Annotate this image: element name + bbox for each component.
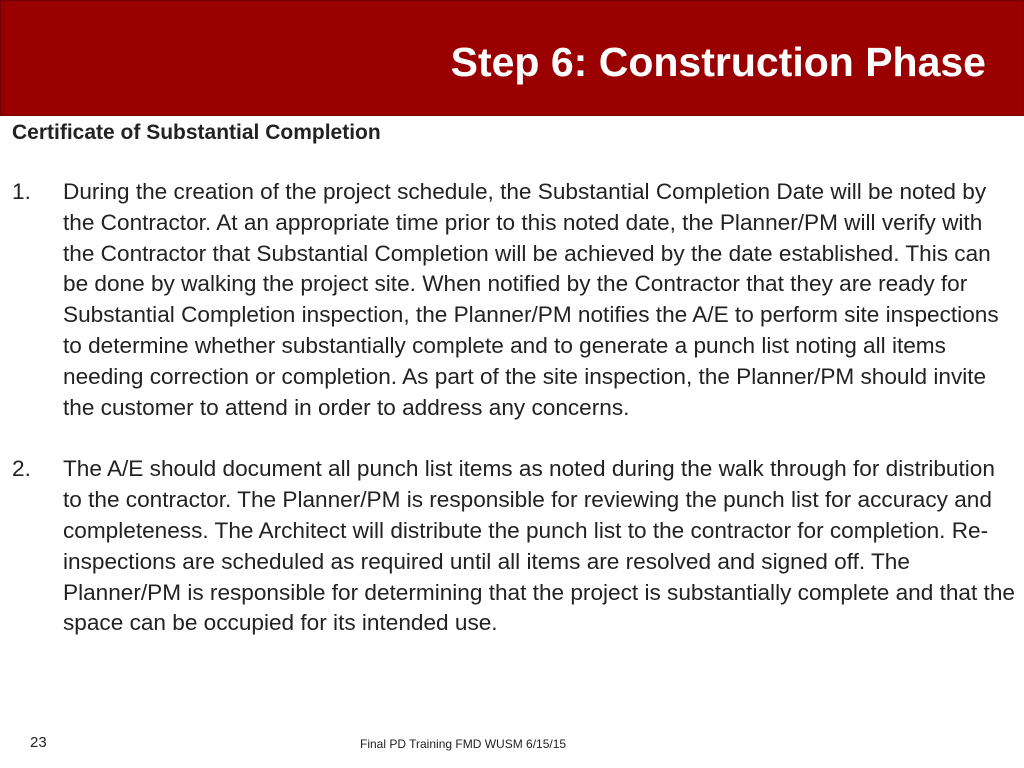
- section-heading: Certificate of Substantial Completion: [12, 121, 381, 144]
- numbered-list: [12, 177, 1018, 639]
- list-item-text: During the creation of the project schedule, the Substantial Completion Date will be noted by the Contractor. At an appropriate time prior to this noted date, the Planner/PM will verify with the Contractor that Substantial Completion will be achieved by the date established. This can be done by walking the project site. When notified by the Contractor that they are ready for Substantial Completion inspection, the Planner/PM notifies the A/E to perform site inspections to determine whether substantially complete and to generate a punch list noting all items needing correction or completion. As part of the site inspection, the Planner/PM should invite the customer to attend in order to address any concerns.: [63, 179, 999, 420]
- footer-caption: Final PD Training FMD WUSM 6/15/15: [360, 737, 567, 751]
- list-item-text: The A/E should document all punch list items as noted during the walk through for distribution to the contractor. The Planner/PM is responsible for reviewing the punch list for accuracy and completeness. The Architect will distribute the punch list to the contractor for completion. Re-inspections are scheduled as required until all items are resolved and signed off. The Planner/PM is responsible for determining that the project is substantially complete and that the space can be occupied for its intended use.: [63, 456, 1015, 636]
- page-number: 23: [30, 734, 47, 751]
- title-bar: [0, 0, 1024, 116]
- list-item: [12, 177, 1018, 423]
- list-item-number: 2.: [12, 456, 31, 482]
- list-item: [12, 454, 1018, 639]
- list-item-number: 1.: [12, 179, 31, 204]
- page-title: Step 6: Construction Phase: [450, 39, 986, 85]
